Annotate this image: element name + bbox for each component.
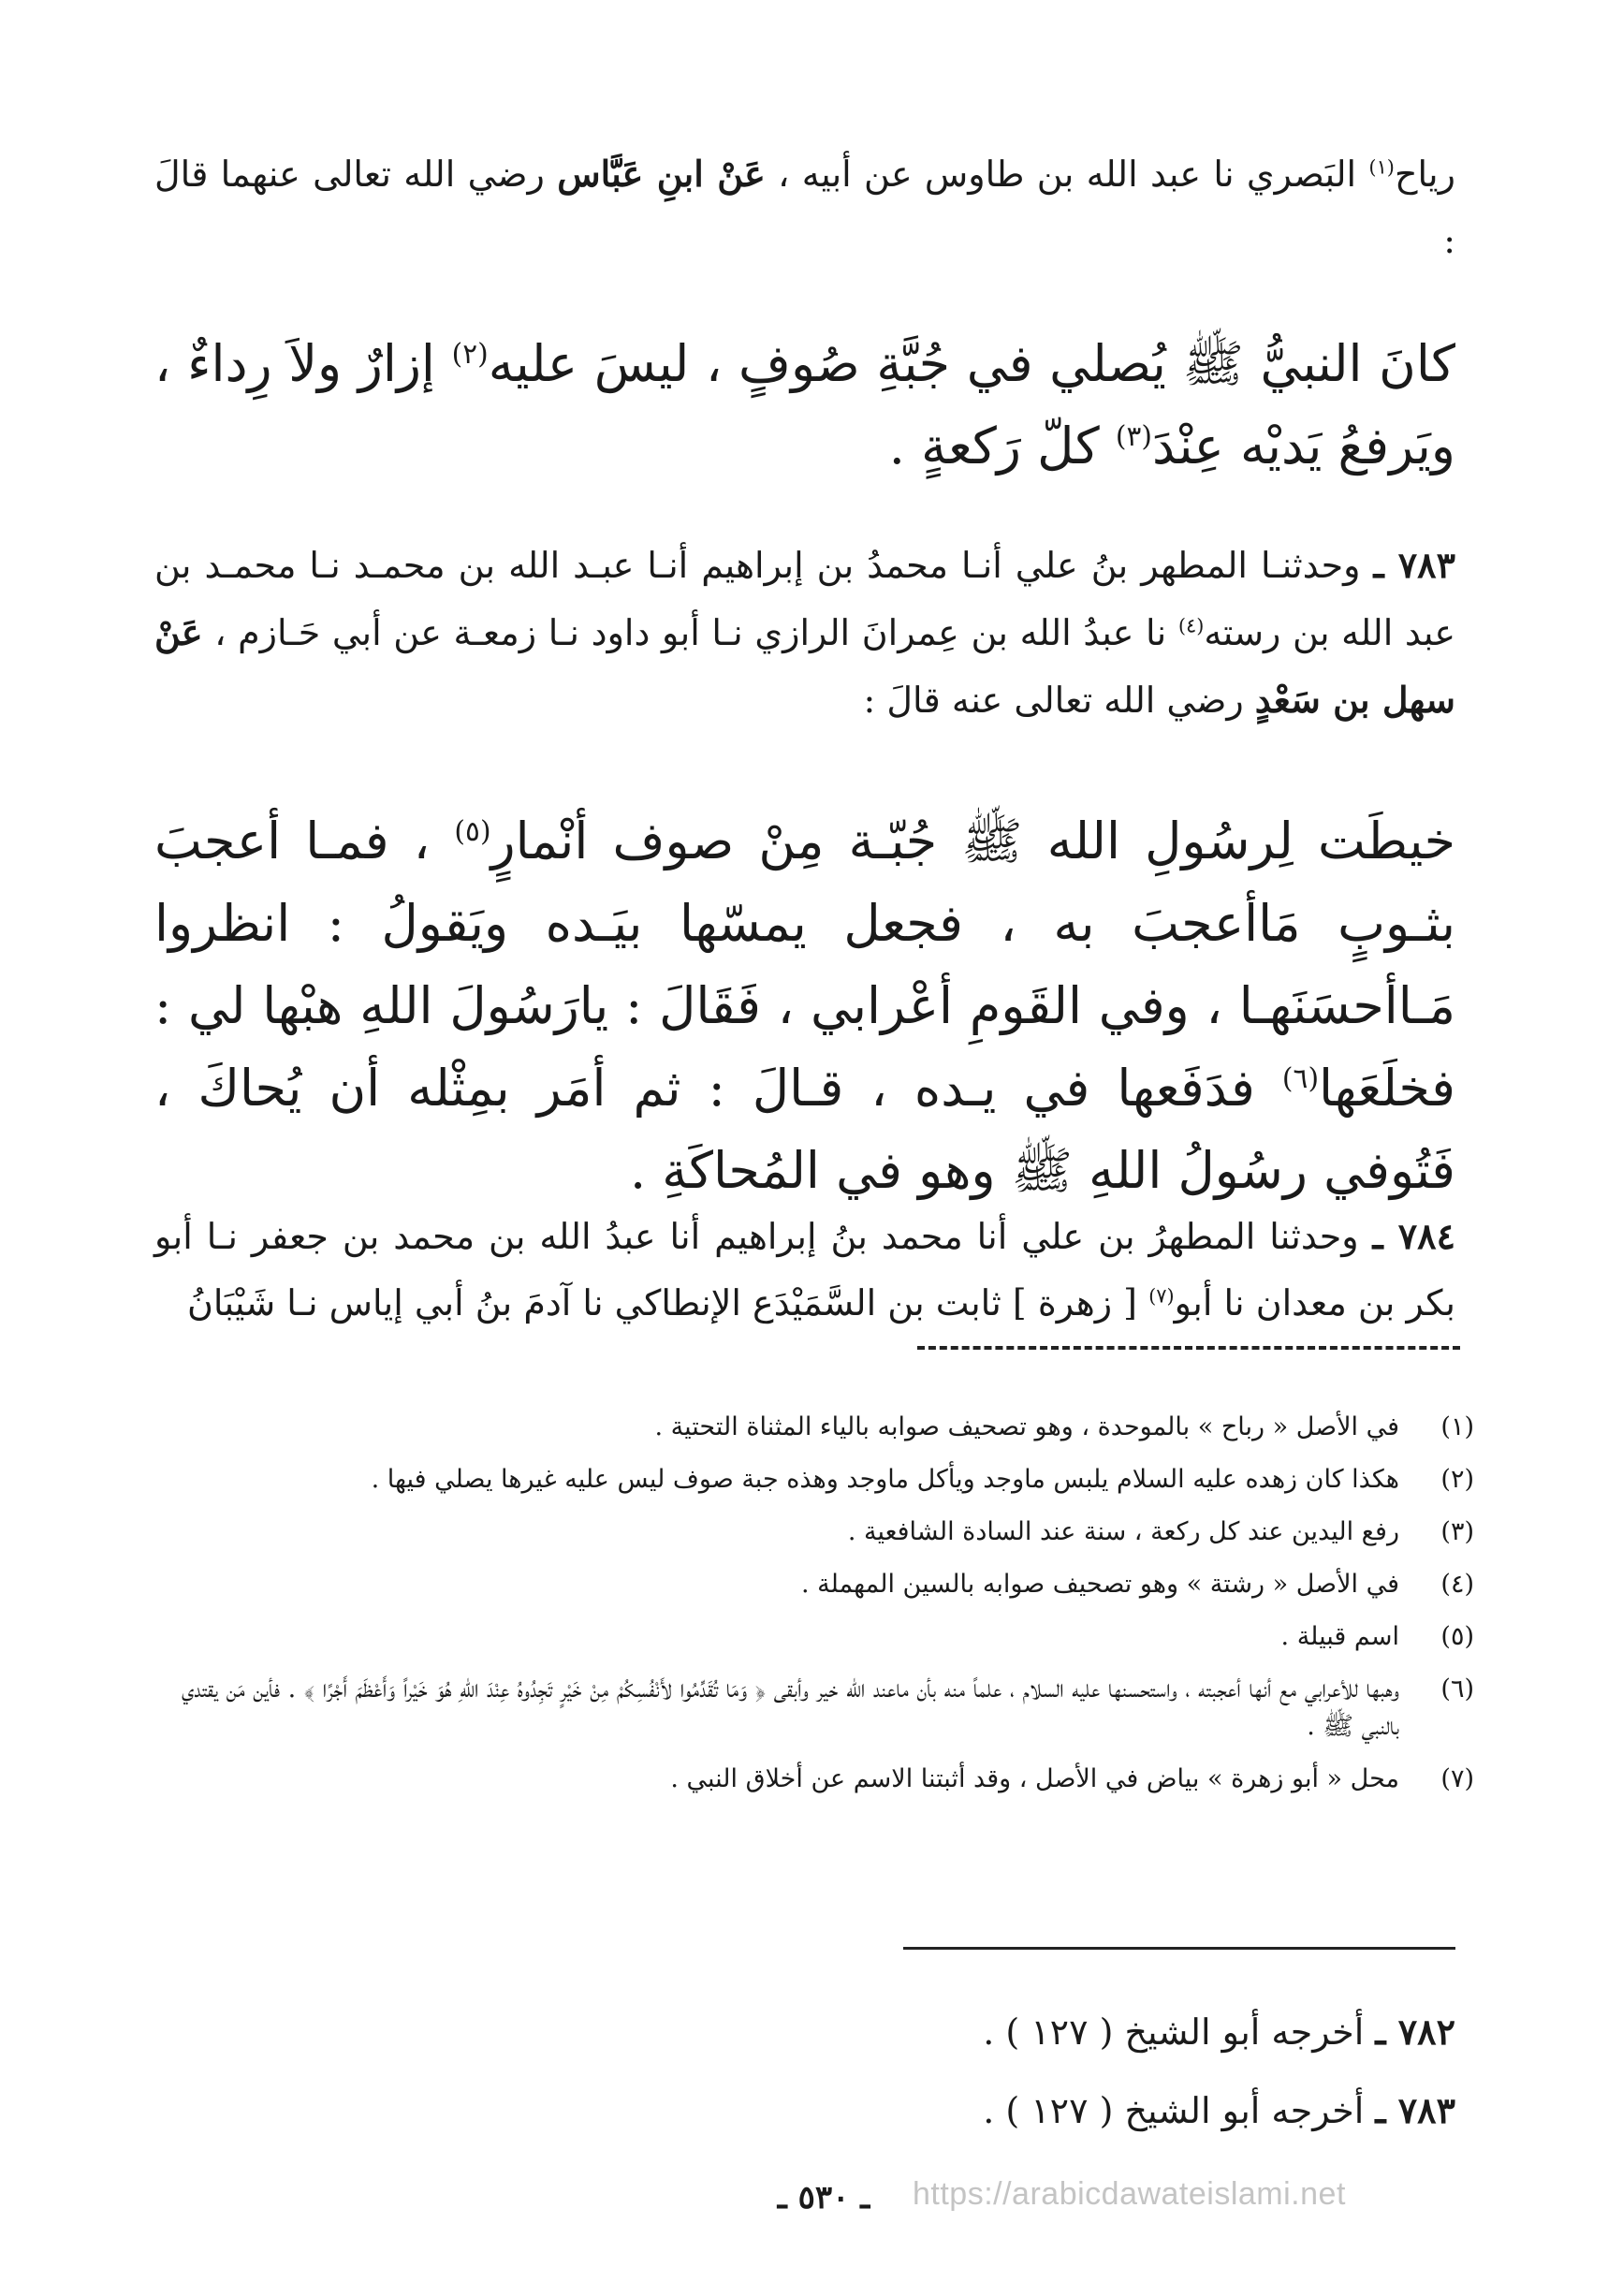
footnotes [154,1409,1474,1813]
footnote-item [154,1566,1474,1603]
takhrij-number: ٧٨٣ ـ [1375,2089,1455,2131]
isnad-783 [154,532,1455,734]
footnote-text: رفع اليدين عند كل ركعة ، سنة عند السادة الشافعية . [847,1517,1399,1546]
hadith-782-pre: كانَ النبيُّ ﷺ يُصلي في جُبَّةِ صُوفٍ ، ليسَ عليه [488,334,1455,393]
isnad-784-pre: وحدثنا المطهرُ بن علي أنا محمد بنُ إبراهيم أنا عبدُ الله بن محمد بن جعفر نـا أبو بكر بن معدان نا أبو [154,1216,1455,1323]
footnote-text: اسم قبيلة . [1280,1622,1399,1651]
footnote-number: (١) [1440,1412,1474,1441]
isnad-783-pre: وحدثنـا المطهر بنُ علي أنـا محمدُ بن إبراهيم أنـا عبـد الله بن محمـد نـا محمـد بن عبد الله بن رسته [154,545,1455,653]
takhrij-item [154,2011,1455,2053]
takhrij-number: ٧٨٢ ـ [1375,2011,1455,2053]
takhrij-text: أخرجه أبو الشيخ ( ١٢٧ ) . [983,2090,1376,2131]
footnote-ref-1[interactable]: (١) [1368,155,1395,179]
isnad-783-mid: نا عبدُ الله بن عِمرانَ الرازي نـا أبو داود نـا زمعـة عن أبي حَـازم ، [202,612,1178,653]
intro-pre: رياح [1394,154,1455,195]
footnote-text: في الأصل « رشتة » وهو تصحيف صوابه بالسين المهملة . [800,1570,1399,1599]
footnote-item [154,1671,1474,1746]
footnote-item [154,1409,1474,1446]
takhrij-separator [903,1947,1455,1950]
hadith-782-post: كلّ رَكعةٍ . [888,417,1116,475]
intro-mid: البَصري نا عبد الله بن طاوس عن أبيه ، [765,154,1369,195]
footnote-text: هكذا كان زهده عليه السلام يلبس ماوجد ويأكل ماوجد وهذه جبة صوف ليس عليه غيرها يصلي فيها . [371,1465,1399,1494]
hadith-783-pre: خيطَت لِرسُولِ الله ﷺ جُبّـة مِنْ صوف أنْمارٍ [490,812,1455,870]
footnote-item [154,1761,1474,1798]
footnote-number: (٣) [1440,1517,1474,1546]
footnote-number: (٦) [1440,1674,1474,1704]
hadith-number-784: ٧٨٤ ـ [1372,1215,1455,1257]
footnote-number: (٥) [1440,1622,1474,1651]
takhrij-item [154,2089,1455,2131]
footnote-number: (٧) [1440,1764,1474,1793]
isnad-783-post: رضي الله تعالى عنه قالَ : [863,680,1255,721]
hadith-782-mid: إزارٌ ولاَ رِداءٌ ، ويَرفعُ يَديْه عِنْدَ [154,334,1455,475]
narrator-name: عَنْ سهل بن سَعْدٍ [154,611,1455,721]
footnote-ref-4[interactable]: (٤) [1177,614,1205,637]
page-number: ـ ٥٣٠ ـ [777,2179,870,2216]
footnote-text: في الأصل « رباح » بالموحدة ، وهو تصحيف صوابه بالياء المثناة التحتية . [654,1412,1399,1441]
hadith-782-text [154,323,1455,488]
footnote-ref-3[interactable]: (٣) [1115,420,1152,453]
takhrij-text: أخرجه أبو الشيخ ( ١٢٧ ) . [983,2011,1376,2053]
footnote-item [154,1618,1474,1656]
footnote-item [154,1461,1474,1499]
hadith-783-post: فدَفَعها في يـده ، قـالَ : ثم أمَر بمِثْله أن يُحاكَ ، فَتُوفي رسُولُ اللهِ ﷺ وهو في المُحاكَةِ . [154,1059,1455,1200]
hadith-number-783: ٧٨٣ ـ [1373,544,1455,586]
hadith-783-mid: ، فمـا أعجبَ بثـوبٍ مَاأعجبَ به ، فجعل يمسّها بيَـده ويَقولُ : انظروا مَـاأحسَنَهـا ، وفي القَومِ أعْرابي ، فَقَالَ : يارَسُولَ اللهِ هبْها لي : فخلَعَها [154,812,1455,1118]
footnote-text: محل « أبو زهرة » بياض في الأصل ، وقد أثبتنا الاسم عن أخلاق النبي . [670,1764,1399,1793]
footnote-number: (٢) [1440,1465,1474,1494]
footnote-text: وهبها للأعرابي مع أنها أعجبته ، واستحسنها عليه السلام ، علماً منه بأن ماعند الله خير وأبقى ﴿ وَمَا تُقَدِّمُوا لأَنْفُسِكُمْ مِنْ خَيْرٍ تَجِدُوهُ عِنْدَ اللهِ هُوَ خَيْراً وَأَعْظَمَ أَجْرًا ﴾ . فأين مَن يقتدي بالنبي ﷺ . [182,1674,1399,1741]
intro-post: رضي الله تعالى عنهما قالَ : [154,154,1455,261]
footnote-ref-7[interactable]: (٧) [1148,1284,1175,1308]
footnote-ref-2[interactable]: (٢) [451,338,489,371]
watermark-url: https://arabicdawateislami.net [913,2176,1346,2212]
narrator-name: عَنْ ابنِ عَبَّاس [557,153,766,195]
footnote-number: (٤) [1440,1570,1474,1599]
footnote-ref-6[interactable]: (٦) [1281,1062,1320,1095]
footnote-separator [917,1346,1460,1350]
isnad-784 [154,1203,1455,1337]
intro-paragraph [154,140,1455,274]
footnote-item [154,1514,1474,1551]
footnote-ref-5[interactable]: (٥) [454,815,491,848]
hadith-783-text [154,800,1455,1212]
isnad-784-post: [ زهرة ] ثابت بن السَّمَيْدَع الإنطاكي نا آدمَ بنُ أبي إياس نـا شَيْبَانُ [186,1282,1149,1323]
